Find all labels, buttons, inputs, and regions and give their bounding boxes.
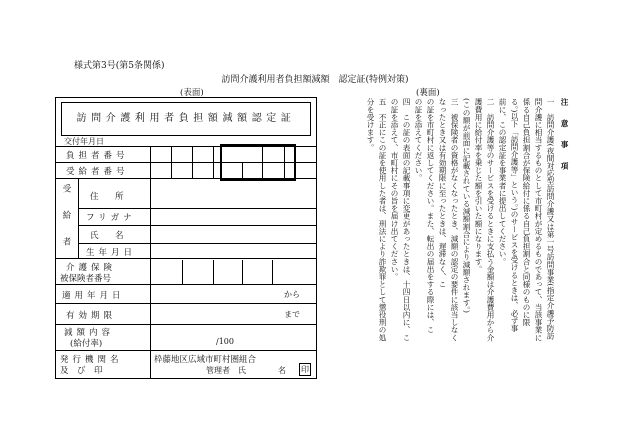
divider <box>56 350 316 351</box>
digit-cell <box>272 260 273 284</box>
issuer-label-line1: 発行機関名 <box>60 355 123 365</box>
digit-cell <box>192 146 193 162</box>
issuer-label-line2: 及 び 印 <box>60 366 103 376</box>
note-line: 五 不正にこの証を使用した者は、刑法により詐欺罪として懲役刑の処 <box>378 98 387 342</box>
issuer-organization: 枠藤地区広域市町村圏組合 <box>154 355 257 365</box>
insured-label-line2: 被保険者番号 <box>60 274 112 284</box>
address-label: 住 所 <box>90 192 128 202</box>
name-label: 氏 名 <box>90 231 128 241</box>
applicable-date-label: 適用年月日 <box>62 291 125 301</box>
reduction-label-line2: (給付率) <box>70 339 103 349</box>
front-side-heading: (表面) <box>180 88 204 98</box>
certificate-front <box>55 97 317 379</box>
note-line: 一 訪問介護(夜間対応型訪問介護又は第一号訪問事業(指定介護予防訪 <box>546 98 555 340</box>
issue-date-label: 交付年月日 <box>64 137 104 146</box>
divider <box>56 258 316 259</box>
note-line: 問介護に相当するものとして市町村が定めるものであって、当該事業に <box>534 98 543 342</box>
divider <box>78 208 316 209</box>
note-line: (この額が前面に記載されている減額割合により減額されます。) <box>462 98 471 313</box>
divider <box>56 284 316 285</box>
note-line: 護費用に給付率を乗じた額を引いた額になります。 <box>474 98 483 273</box>
divider <box>78 225 316 226</box>
manager-name: 管理者 氏 名 <box>206 366 286 375</box>
digit-cell <box>262 162 263 178</box>
digit-cell <box>242 260 243 284</box>
digit-cell <box>192 162 193 178</box>
digit-cell <box>171 162 172 178</box>
divider <box>150 146 151 378</box>
back-side-heading: (裏面) <box>416 88 440 98</box>
digit-cell <box>171 146 172 162</box>
digit-cell <box>213 162 214 178</box>
note-line: 前に、この認定証を事業者に提出してください。 <box>498 98 507 266</box>
divider <box>56 303 316 304</box>
digit-cell <box>284 162 285 178</box>
recipient-number-label: 受給者番号 <box>66 167 129 177</box>
insured-label-line1: 介護保険 <box>66 263 117 273</box>
seal-mark: 印 <box>301 365 309 374</box>
until-word: まで <box>284 310 300 319</box>
note-line: の証を添えて、市町村にその旨を届け出てください。 <box>390 98 399 281</box>
divider <box>78 243 316 244</box>
digit-cell <box>182 260 183 284</box>
note-line: なったとき又は有効期限に至ったときは、遅滞なく、こ <box>438 98 447 288</box>
note-line: の証を市町村に返してください。また、転出の届出をする際には、こ <box>426 98 435 334</box>
digit-cell <box>213 260 214 284</box>
digit-cell <box>242 162 243 178</box>
certificate-title: 訪問介護利用者負担額減額認定証 <box>61 102 311 136</box>
rate-denominator: /100 <box>216 337 234 346</box>
divider <box>56 324 316 325</box>
note-line: 係る自己負担割合が保険給付に係る自己負担割合と同様のものに限 <box>522 98 531 326</box>
reduction-label-line1: 減額内容 <box>64 328 115 338</box>
notes-title: 注 意 事 項 <box>560 98 569 173</box>
recipient-group-label: 受給者 <box>61 184 71 264</box>
note-line: 四 この証の表面の記載事項に変更があったときは、十四日以内に、こ <box>402 98 411 342</box>
note-line: る。)以下「訪問介護等」という。)のサービスを受けるときは、必ず事 <box>510 98 519 332</box>
note-line: の証を添えてください。 <box>414 98 423 182</box>
burden-number-label: 負担者番号 <box>66 151 129 161</box>
note-line: 分を受けます。 <box>366 98 375 152</box>
document-title: 訪問介護利用者負担額減額 認定証(特例対策) <box>221 75 409 85</box>
divider <box>78 178 79 258</box>
note-line: 二 訪問介護等のサービスを受けるときに支払う金額は介護費用から介 <box>486 98 495 342</box>
birth-date-label: 生年月日 <box>86 248 137 258</box>
note-line: 三 被保険者の資格がなくなったとき、減額の認定の要件に該当しなく <box>450 98 459 342</box>
from-word: から <box>284 290 300 299</box>
certificate-back-notes <box>340 98 575 348</box>
form-number: 様式第3号(第5条関係) <box>74 61 165 71</box>
furigana-label: フリガナ <box>86 213 136 223</box>
digit-cell <box>213 146 214 162</box>
valid-period-label: 有効期限 <box>66 311 117 321</box>
